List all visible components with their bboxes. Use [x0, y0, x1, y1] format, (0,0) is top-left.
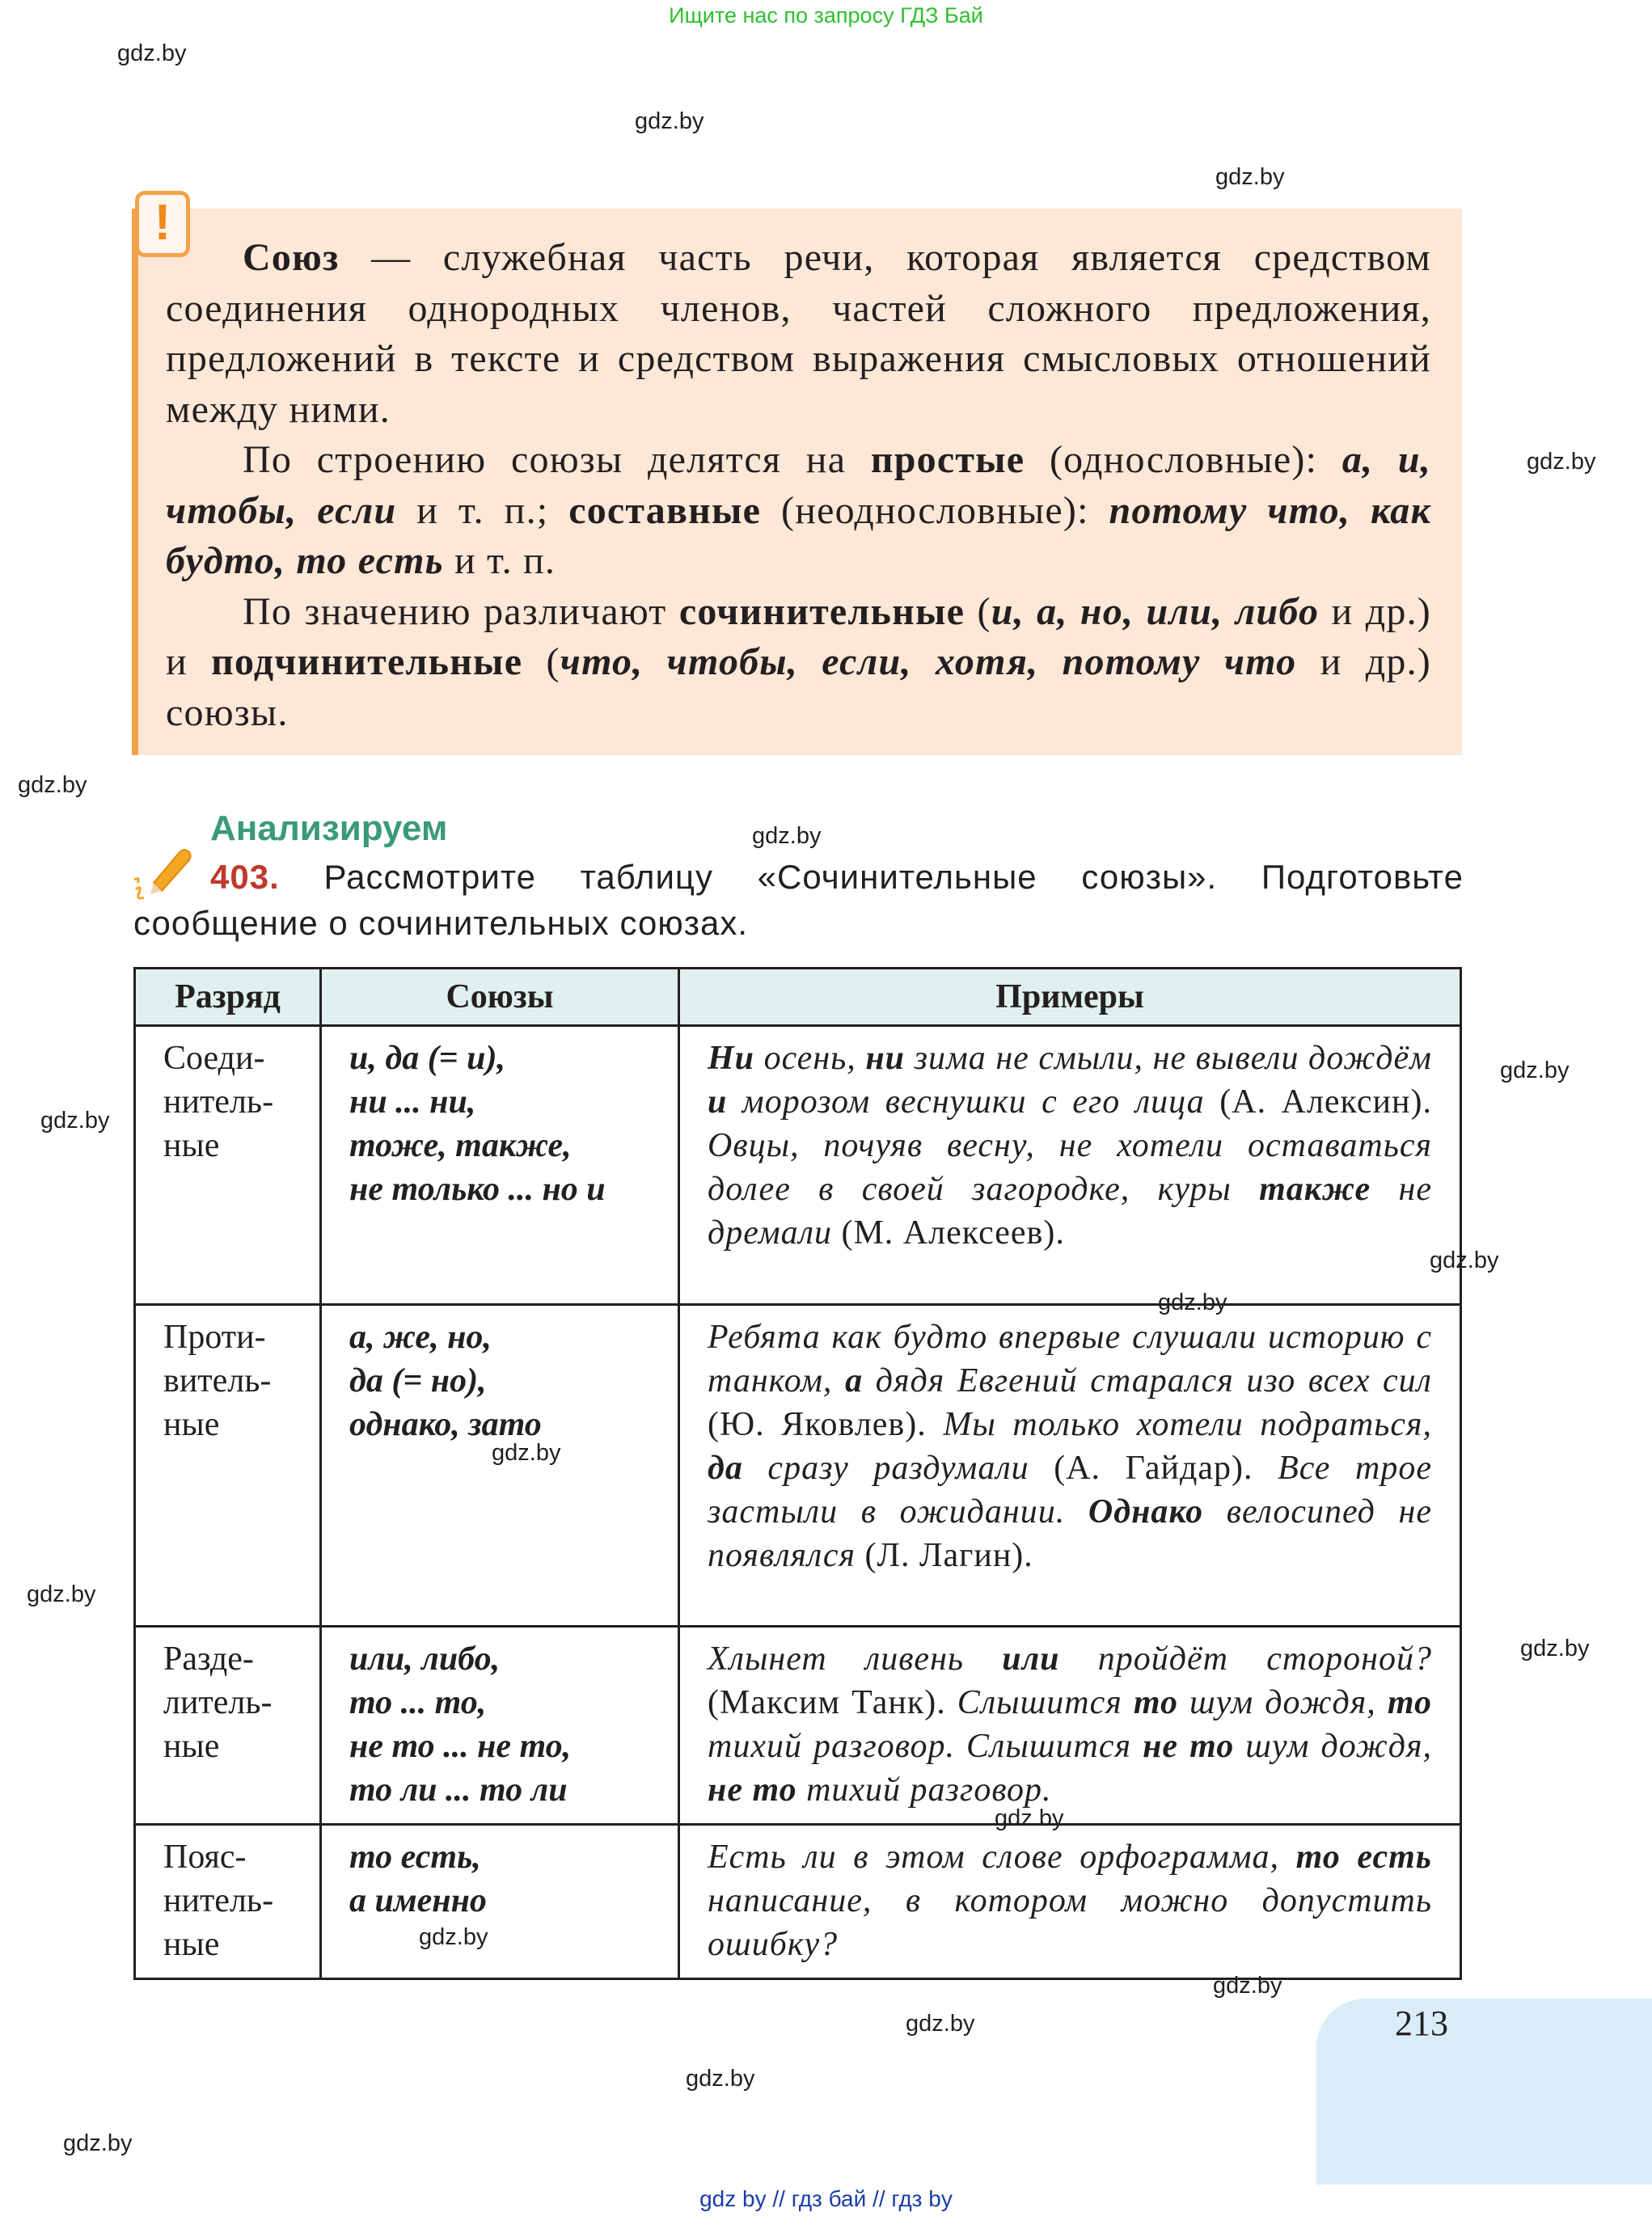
highlighted-word: а, и, чтобы, если: [166, 438, 1431, 532]
watermark: gdz.by: [1500, 1058, 1570, 1083]
highlighted-word: сочинительные: [678, 589, 965, 633]
rule-text: [166, 233, 1431, 738]
highlighted-word: не то: [1143, 1728, 1235, 1765]
category-cell: Соеди- нитель- ные: [135, 1026, 321, 1305]
watermark: gdz.by: [686, 2066, 755, 2092]
page-number-tab: [1316, 1999, 1652, 2185]
highlighted-word: и: [708, 1083, 728, 1121]
highlighted-word: или: [1002, 1640, 1060, 1678]
highlighted-word: составные: [568, 488, 762, 532]
watermark: gdz.by: [492, 1440, 561, 1466]
category-cell: Пояс- нитель- ные: [135, 1825, 321, 1979]
top-banner[interactable]: Ищите нас по запросу ГДЗ Бай: [669, 3, 983, 27]
conjunctions-cell: и, да (= и), ни ... ни, тоже, также, не только ... но и: [321, 1026, 679, 1305]
highlighted-word: то: [1133, 1684, 1178, 1721]
watermark: gdz.by: [27, 1581, 96, 1607]
examples-cell: Есть ли в этом слове орфограмма, то есть написание, в котором можно допустить ошибку?: [679, 1825, 1461, 1979]
table-row: [135, 1825, 1461, 1979]
highlighted-word: подчинительные: [211, 640, 523, 683]
author-reference: (М. Алексеев).: [841, 1214, 1065, 1252]
author-reference: (А. Алексин).: [1219, 1083, 1432, 1121]
watermark: gdz.by: [1520, 1636, 1590, 1661]
header-conjunctions: Союзы: [321, 969, 679, 1026]
watermark: gdz.by: [995, 1805, 1064, 1831]
table-header-row: [135, 969, 1461, 1026]
watermark: gdz.by: [1527, 449, 1596, 475]
highlighted-word: также: [1259, 1171, 1371, 1208]
conjunctions-table: [133, 967, 1462, 1980]
footer-link-gdz-bai[interactable]: гдз бай: [791, 2186, 867, 2211]
exercise-instruction: Рассмотрите таблицу «Сочинительные союзы». Подготовьте сообщение о сочинительных союзах.: [133, 858, 1464, 942]
watermark: gdz.by: [906, 2011, 975, 2037]
author-reference: (Максим Танк).: [708, 1684, 946, 1721]
table-row: [135, 1305, 1461, 1627]
rule-paragraph-meaning: По значению различают сочинительные (и, а, но, или, либо и др.) и подчинительные (что, чтобы, если, хотя, потому что и др.) союзы.: [166, 589, 1431, 734]
watermark: gdz.by: [40, 1108, 110, 1134]
watermark: gdz.by: [63, 2130, 133, 2156]
highlighted-word: ни: [865, 1040, 906, 1077]
header-examples: Примеры: [679, 969, 1461, 1026]
watermark: gdz.by: [635, 108, 704, 134]
highlighted-word: Однако: [1088, 1493, 1204, 1530]
conjunctions-cell: а, же, но, да (= но), однако, зато: [321, 1305, 679, 1627]
watermark: gdz.by: [752, 823, 822, 849]
conjunctions-cell: то есть, а именно: [321, 1825, 679, 1979]
highlighted-word: Союз: [243, 236, 340, 279]
highlighted-word: потому что, как будто, то есть: [166, 488, 1432, 582]
highlighted-word: и, а, но, или, либо: [991, 589, 1320, 633]
highlighted-word: простые: [870, 438, 1025, 481]
watermark: gdz.by: [1430, 1248, 1499, 1273]
footer-links: [0, 2186, 1652, 2212]
highlighted-word: Ни: [708, 1040, 755, 1077]
table-row: [135, 1026, 1461, 1305]
watermark: gdz.by: [1215, 164, 1285, 190]
conjunctions-cell: или, либо, то ... то, не то ... не то, то ли ... то ли: [321, 1627, 679, 1825]
exercise-number: 403.: [210, 858, 280, 896]
rule-paragraph-definition: Союз — служебная часть речи, которая является средством соединения однородных членов, частей сложного предложения, предложений в тексте и средством выражения смысловых отношений между ними.: [166, 236, 1431, 431]
header-category: Разряд: [135, 969, 321, 1026]
highlighted-word: то есть: [1295, 1839, 1432, 1876]
examples-cell: Ребята как будто впервые слушали историю с танком, а дядя Евгений старался изо всех сил (Ю. Яковлев). Мы только хотели подраться, да сразу раздумали (А. Гайдар). Все трое застыли в ожидании. Однако велосипед не появлялся (Л. Лагин).: [679, 1305, 1461, 1627]
watermark: gdz.by: [419, 1924, 488, 1950]
table-row: [135, 1627, 1461, 1825]
footer-separator: //: [872, 2186, 885, 2211]
highlighted-word: то: [1387, 1684, 1432, 1721]
examples-cell: Хлынет ливень или пройдёт стороной? (Максим Танк). Слышится то шум дождя, то тихий разговор. Слышится не то шум дождя, не то тихий разговор.: [679, 1627, 1461, 1825]
exercise-text: [133, 854, 1464, 946]
category-cell: Проти- витель- ные: [135, 1305, 321, 1627]
author-reference: (А. Гайдар).: [1054, 1450, 1253, 1487]
highlighted-word: а: [845, 1362, 864, 1400]
rule-paragraph-structure: По строению союзы делятся на простые (однословные): а, и, чтобы, если и т. п.; составные (неоднословные): потому что, как будто, то есть и т. п.: [166, 438, 1432, 582]
watermark: gdz.by: [117, 40, 187, 66]
watermark: gdz.by: [1213, 1973, 1282, 1999]
watermark: gdz.by: [1158, 1290, 1227, 1315]
highlighted-word: не то: [708, 1771, 797, 1809]
category-cell: Разде- литель- ные: [135, 1627, 321, 1825]
footer-link-gdz-by[interactable]: gdz by: [699, 2186, 767, 2211]
footer-link-gdz-by-cyr[interactable]: гдз by: [891, 2186, 953, 2211]
page-number: 213: [1395, 2003, 1448, 2043]
examples-cell: Ни осень, ни зима не смыли, не вывели дождём и морозом веснушки с его лица (А. Алексин). Овцы, почуяв весну, не хотели оставаться долее в своей загородке, куры также не дремали (М. Алексеев).: [679, 1026, 1461, 1305]
highlighted-word: что, чтобы, если, хотя, потому что: [560, 640, 1297, 683]
exclamation-icon: !: [135, 191, 190, 257]
watermark: gdz.by: [18, 772, 87, 798]
section-heading: Анализируем: [210, 809, 448, 848]
author-reference: (Ю. Яковлев).: [708, 1406, 927, 1443]
highlighted-word: да: [708, 1450, 743, 1487]
author-reference: (Л. Лагин).: [864, 1537, 1033, 1574]
footer-separator: //: [772, 2186, 785, 2211]
